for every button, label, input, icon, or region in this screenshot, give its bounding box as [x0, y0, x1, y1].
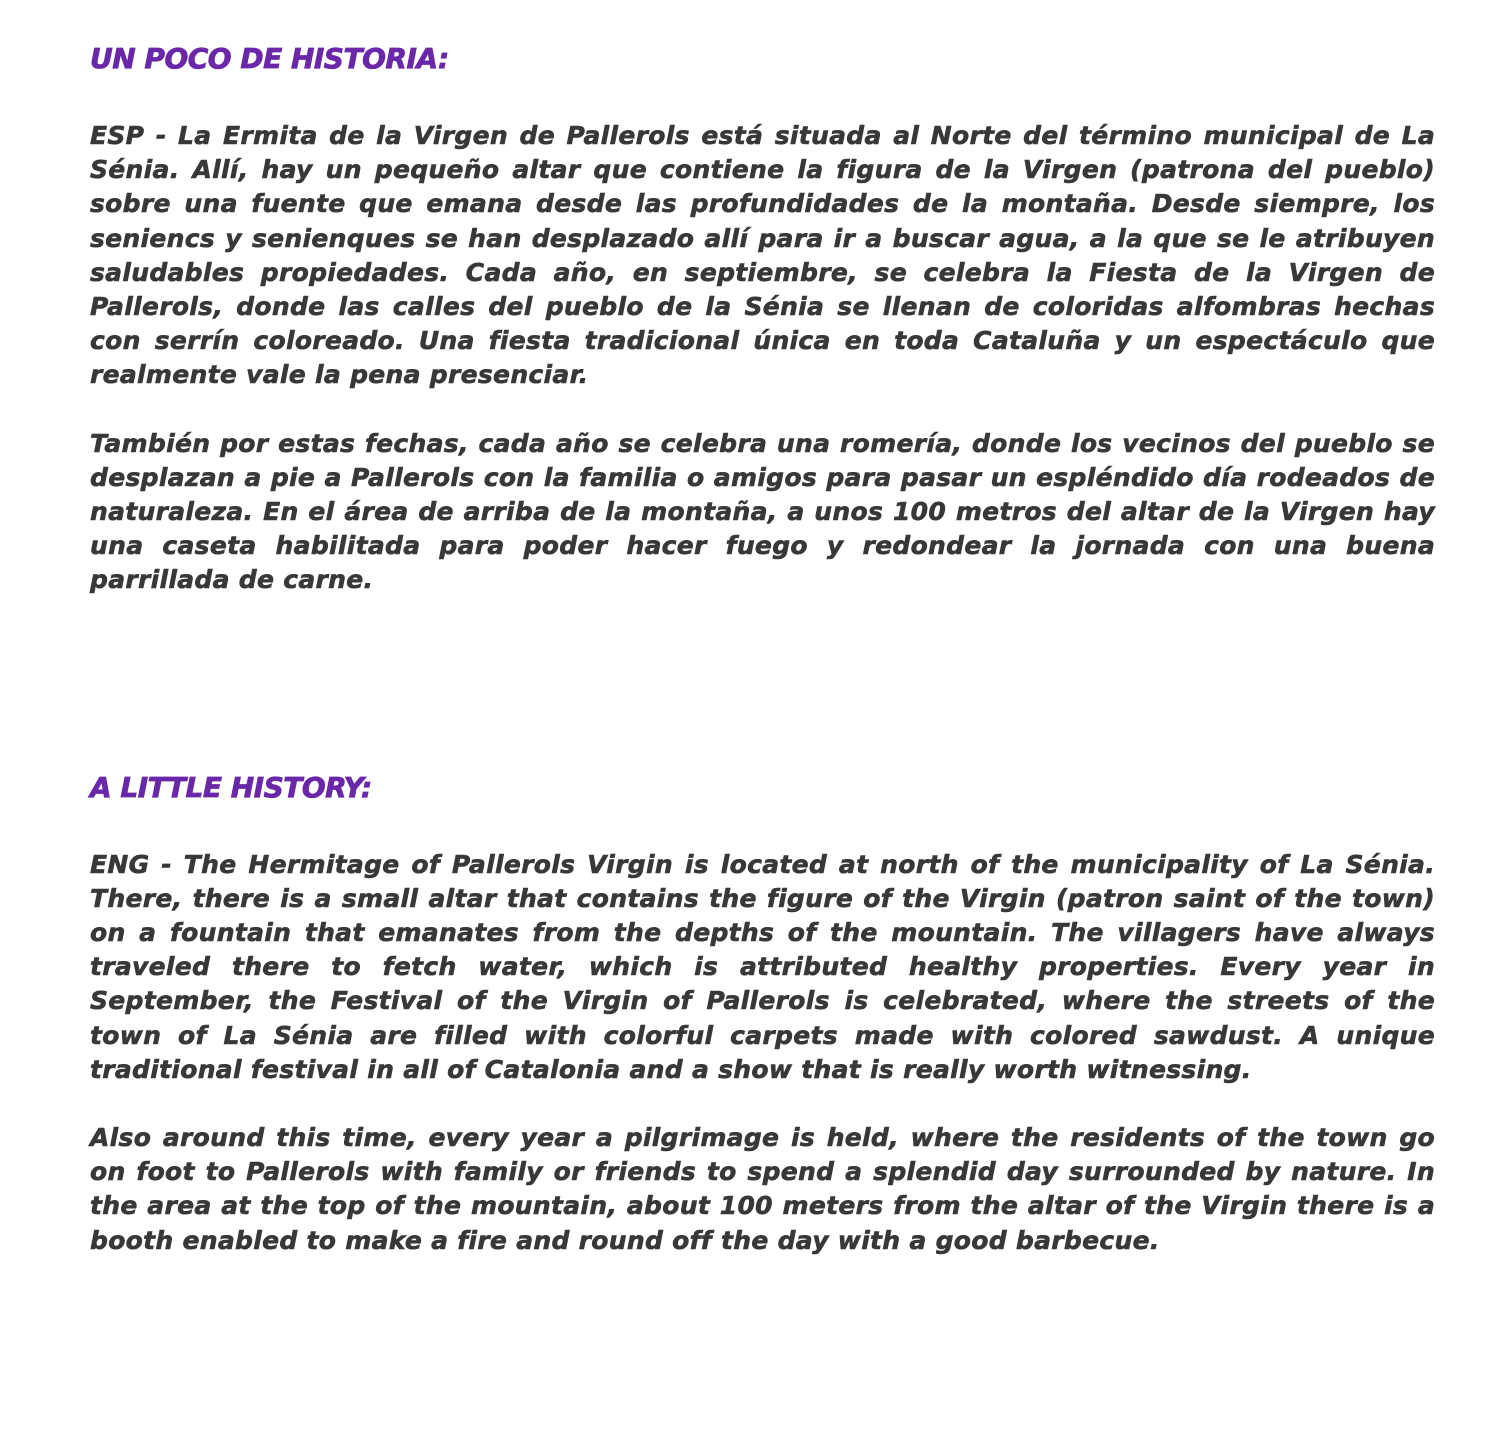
- document-page: [90, 0, 1435, 1258]
- english-heading: A LITTLE HISTORY:: [90, 770, 372, 804]
- english-paragraph-2: Also around this time, every year a pilgrimage is held, where the residents of the town go on foot to Pallerols with family or friends to spend a splendid day surrounded by nature. In the area at the top of the mountain, about 100 meters from the altar of the Virgin there is a booth enabled to make a fire and round off the day with a good barbecue.: [90, 1123, 1435, 1255]
- english-paragraph-1: ENG - The Hermitage of Pallerols Virgin is located at north of the municipality of La Sénia. There, there is a small altar that contains the figure of the Virgin (patron saint of the town) on a fountain that emanates from the depths of the mountain. The villagers have always traveled there to fetch water, which is attributed healthy properties. Every year in September, the Festival of the Virgin of Pallerols is celebrated, where the streets of the town of La Sénia are filled with colorful carpets made with colored sawdust. A unique traditional festival in all of Catalonia and a show that is really worth witnessing.: [90, 849, 1435, 1084]
- spanish-section: [90, 42, 1435, 598]
- spanish-heading: UN POCO DE HISTORIA:: [90, 42, 449, 75]
- spanish-paragraph-2: También por estas fechas, cada año se celebra una romería, donde los vecinos del pueblo se desplazan a pie a Pallerols con la familia o amigos para pasar un espléndido día rodeados de naturaleza. En el área de arriba de la montaña, a unos 100 metros del altar de la Virgen hay una caseta habilitada para poder hacer fuego y redondear la jornada con una buena parrillada de carne.: [90, 428, 1435, 595]
- spanish-paragraph-1: ESP - La Ermita de la Virgen de Pallerols está situada al Norte del término municipal de La Sénia. Allí, hay un pequeño altar que contiene la figura de la Virgen (patrona del pueblo) sobre una fuente que emana desde las profundidades de la montaña. Desde siempre, los seniencs y senienques se han desplazado allí para ir a buscar agua, a la que se le atribuyen saludables propiedades. Cada año, en septiembre, se celebra la Fiesta de la Virgen de Pallerols, donde las calles del pueblo de la Sénia se llenan de coloridas alfombras hechas con serrín coloreado. Una fiesta tradicional única en toda Cataluña y un espectáculo que realmente vale la pena presenciar.: [90, 121, 1435, 390]
- english-section: [90, 771, 1435, 1258]
